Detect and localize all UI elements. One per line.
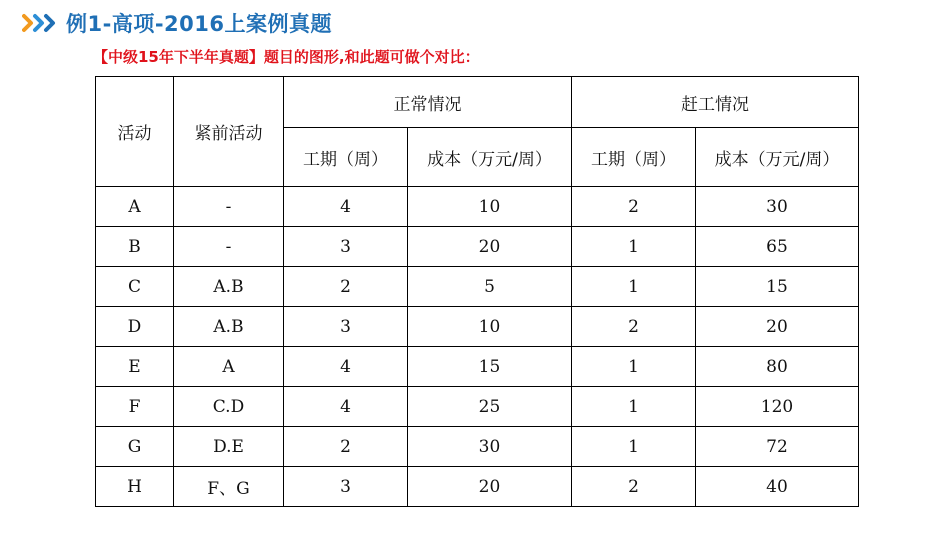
- table-row: [96, 427, 859, 467]
- page-title: 例1-高项-2016上案例真题: [66, 12, 332, 36]
- cell-activity: E: [96, 347, 174, 387]
- cell-crash-cost: 80: [696, 347, 859, 387]
- cell-normal-cost: 30: [408, 427, 572, 467]
- cell-normal-cost: 25: [408, 387, 572, 427]
- cell-normal-duration: 4: [284, 187, 408, 227]
- cell-predecessor: A.B: [174, 267, 284, 307]
- header-crash-cost: 成本（万元/周）: [696, 128, 859, 187]
- cell-predecessor: -: [174, 227, 284, 267]
- cell-predecessor: C.D: [174, 387, 284, 427]
- header-group-crash: 赶工情况: [572, 77, 859, 128]
- header-normal-cost: 成本（万元/周）: [408, 128, 572, 187]
- cell-activity: A: [96, 187, 174, 227]
- activity-table: [95, 76, 859, 507]
- cell-crash-duration: 1: [572, 227, 696, 267]
- cell-normal-cost: 20: [408, 227, 572, 267]
- chevron-2: [35, 16, 42, 30]
- cell-activity: F: [96, 387, 174, 427]
- table-row: [96, 347, 859, 387]
- cell-predecessor: F、G: [174, 467, 284, 507]
- chevron-3: [46, 16, 53, 30]
- header-crash-duration: 工期（周）: [572, 128, 696, 187]
- cell-crash-cost: 15: [696, 267, 859, 307]
- cell-activity: D: [96, 307, 174, 347]
- cell-crash-cost: 30: [696, 187, 859, 227]
- cell-crash-duration: 2: [572, 467, 696, 507]
- cell-crash-cost: 20: [696, 307, 859, 347]
- subtitle: 【中级15年下半年真题】题目的图形,和此题可做个对比：: [93, 48, 480, 66]
- cell-predecessor: A: [174, 347, 284, 387]
- cell-normal-duration: 3: [284, 227, 408, 267]
- cell-crash-cost: 65: [696, 227, 859, 267]
- triple-chevron-right-icon: [22, 13, 58, 33]
- header-activity: 活动: [96, 77, 174, 187]
- cell-normal-cost: 5: [408, 267, 572, 307]
- table-row: [96, 227, 859, 267]
- cell-activity: B: [96, 227, 174, 267]
- cell-crash-cost: 40: [696, 467, 859, 507]
- cell-predecessor: A.B: [174, 307, 284, 347]
- table-row: [96, 467, 859, 507]
- cell-crash-cost: 72: [696, 427, 859, 467]
- header-normal-duration: 工期（周）: [284, 128, 408, 187]
- cell-normal-duration: 4: [284, 387, 408, 427]
- cell-activity: C: [96, 267, 174, 307]
- cell-normal-cost: 10: [408, 307, 572, 347]
- table-row: [96, 387, 859, 427]
- cell-activity: H: [96, 467, 174, 507]
- cell-normal-duration: 3: [284, 307, 408, 347]
- header-predecessor: 紧前活动: [174, 77, 284, 187]
- cell-predecessor: D.E: [174, 427, 284, 467]
- cell-crash-duration: 1: [572, 387, 696, 427]
- cell-normal-duration: 3: [284, 467, 408, 507]
- cell-predecessor: -: [174, 187, 284, 227]
- cell-crash-duration: 2: [572, 187, 696, 227]
- table-row: [96, 267, 859, 307]
- cell-crash-duration: 1: [572, 427, 696, 467]
- cell-normal-cost: 10: [408, 187, 572, 227]
- cell-activity: G: [96, 427, 174, 467]
- cell-crash-cost: 120: [696, 387, 859, 427]
- chevron-1: [24, 16, 31, 30]
- cell-normal-cost: 15: [408, 347, 572, 387]
- table-row: [96, 307, 859, 347]
- cell-crash-duration: 2: [572, 307, 696, 347]
- title-bar: [22, 8, 332, 38]
- header-group-normal: 正常情况: [284, 77, 572, 128]
- cell-normal-duration: 2: [284, 427, 408, 467]
- cell-normal-duration: 4: [284, 347, 408, 387]
- cell-normal-duration: 2: [284, 267, 408, 307]
- cell-crash-duration: 1: [572, 267, 696, 307]
- table-row: [96, 187, 859, 227]
- cell-crash-duration: 1: [572, 347, 696, 387]
- cell-normal-cost: 20: [408, 467, 572, 507]
